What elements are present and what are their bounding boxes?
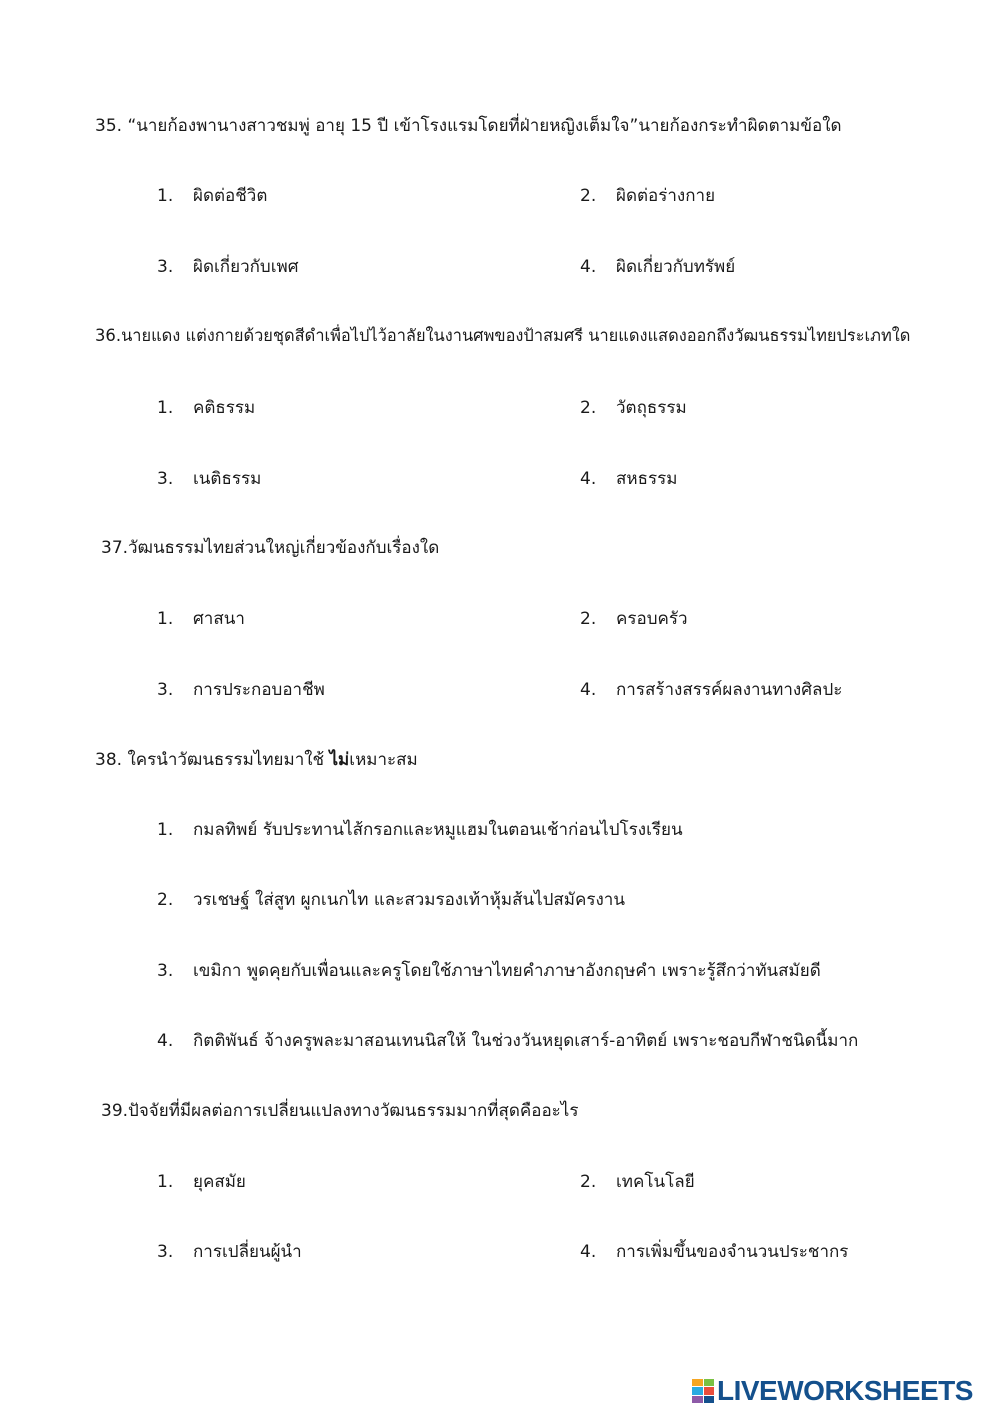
option-text: เทคโนโลยี — [616, 1172, 695, 1192]
option-text: ผิดต่อร่างกาย — [616, 186, 716, 206]
question-35-text: 35. “นายก้องพานางสาวชมพู่ อายุ 15 ปี เข้าโรงแรมโดยที่ฝ่ายหญิงเต็มใจ”นายก้องกระทำผิดตามข้อใด — [95, 116, 842, 136]
logo-square — [692, 1379, 703, 1386]
question-36-option-1[interactable] — [157, 394, 255, 421]
option-number: 2. — [580, 398, 597, 418]
option-text: สหธรรม — [616, 469, 678, 489]
option-number: 4. — [580, 257, 597, 277]
option-text: คติธรรม — [193, 398, 256, 418]
question-38-text-after: เหมาะสม — [349, 750, 418, 770]
option-number: 2. — [580, 1172, 597, 1192]
question-37-option-2[interactable] — [580, 605, 688, 632]
question-38-text-emphasis: ไม่ — [329, 750, 350, 770]
option-number: 3. — [157, 257, 174, 277]
question-38-option-2[interactable] — [157, 886, 625, 913]
logo-square — [692, 1387, 703, 1394]
logo-square — [692, 1396, 703, 1403]
logo-square — [704, 1396, 715, 1403]
logo-square — [704, 1387, 715, 1394]
option-number: 1. — [157, 186, 174, 206]
option-text: วัตถุธรรม — [616, 398, 687, 418]
option-text: ผิดต่อชีวิต — [193, 186, 268, 206]
option-text: การประกอบอาชีพ — [193, 680, 325, 700]
question-37-option-4[interactable] — [580, 676, 842, 703]
question-35-option-4[interactable] — [580, 253, 735, 280]
liveworksheets-logo-icon — [692, 1379, 714, 1403]
question-37-text: 37.วัฒนธรรมไทยส่วนใหญ่เกี่ยวข้องกับเรื่องใด — [101, 538, 440, 558]
option-number: 2. — [580, 186, 597, 206]
question-39-option-1[interactable] — [157, 1168, 246, 1195]
option-text: การเปลี่ยนผู้นำ — [193, 1242, 302, 1262]
option-text: ครอบครัว — [616, 609, 688, 629]
option-text: กิตติพันธ์ จ้างครูพละมาสอนเทนนิสให้ ในช่วงวันหยุดเสาร์-อาทิตย์ เพราะชอบกีฬาชนิดนี้มาก — [193, 1031, 859, 1051]
question-36-text: 36.นายแดง แต่งกายด้วยชุดสีดำเพื่อไปไว้อาลัยในงานศพของป้าสมศรี นายแดงแสดงออกถึงวัฒนธรรมไทยประเภทใด — [95, 326, 911, 345]
question-36-option-2[interactable] — [580, 394, 687, 421]
option-text: เขมิกา พูดคุยกับเพื่อนและครูโดยใช้ภาษาไทยคำภาษาอังกฤษคำ เพราะรู้สึกว่าทันสมัยดี — [193, 961, 821, 981]
liveworksheets-logo — [692, 1376, 973, 1406]
option-number: 1. — [157, 820, 174, 840]
question-35-option-2[interactable] — [580, 182, 715, 209]
option-number: 4. — [157, 1031, 174, 1051]
option-number: 2. — [157, 890, 174, 910]
question-37-option-3[interactable] — [157, 676, 325, 703]
option-text: ผิดเกี่ยวกับทรัพย์ — [616, 257, 736, 277]
question-38-option-4[interactable] — [157, 1027, 858, 1054]
option-number: 2. — [580, 609, 597, 629]
question-39-option-2[interactable] — [580, 1168, 695, 1195]
question-38-option-3[interactable] — [157, 957, 821, 984]
option-number: 1. — [157, 1172, 174, 1192]
option-text: วรเชษฐ์ ใส่สูท ผูกเนกไท และสวมรองเท้าหุ้มส้นไปสมัครงาน — [193, 890, 625, 910]
option-number: 4. — [580, 469, 597, 489]
question-36-option-3[interactable] — [157, 465, 261, 492]
option-number: 4. — [580, 680, 597, 700]
option-text: ผิดเกี่ยวกับเพศ — [193, 257, 299, 277]
option-text: การสร้างสรรค์ผลงานทางศิลปะ — [616, 680, 843, 700]
option-number: 3. — [157, 680, 174, 700]
option-text: ยุคสมัย — [193, 1172, 246, 1192]
option-number: 4. — [580, 1242, 597, 1262]
option-number: 1. — [157, 609, 174, 629]
liveworksheets-logo-text: LIVEWORKSHEETS — [717, 1375, 973, 1406]
question-39-option-4[interactable] — [580, 1238, 848, 1265]
option-text: เนติธรรม — [193, 469, 262, 489]
question-36-option-4[interactable] — [580, 465, 677, 492]
question-35-option-1[interactable] — [157, 182, 267, 209]
option-text: การเพิ่มขึ้นของจำนวนประชากร — [616, 1242, 849, 1262]
option-text: กมลทิพย์ รับประทานไส้กรอกและหมูแฮมในตอนเช้าก่อนไปโรงเรียน — [193, 820, 683, 840]
question-38-text — [95, 746, 418, 773]
question-38-option-1[interactable] — [157, 816, 683, 843]
option-number: 1. — [157, 398, 174, 418]
option-text: ศาสนา — [193, 609, 245, 629]
option-number: 3. — [157, 1242, 174, 1262]
question-37-option-1[interactable] — [157, 605, 245, 632]
option-number: 3. — [157, 961, 174, 981]
logo-square — [704, 1379, 715, 1386]
question-38-text-before: 38. ใครนำวัฒนธรรมไทยมาใช้ — [95, 750, 330, 770]
question-39-text: 39.ปัจจัยที่มีผลต่อการเปลี่ยนแปลงทางวัฒนธรรมมากที่สุดคืออะไร — [101, 1101, 579, 1121]
question-35-option-3[interactable] — [157, 253, 299, 280]
option-number: 3. — [157, 469, 174, 489]
question-39-option-3[interactable] — [157, 1238, 302, 1265]
